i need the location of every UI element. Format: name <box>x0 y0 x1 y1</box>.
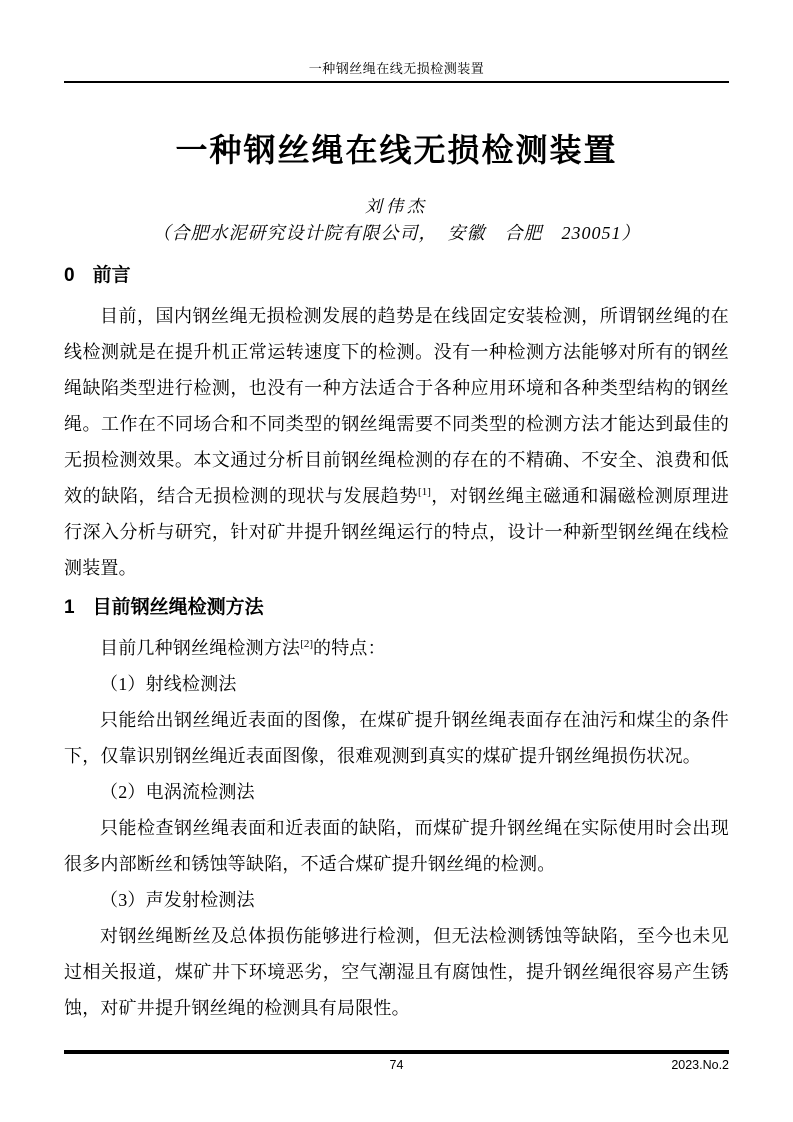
section-title: 前言 <box>92 265 131 286</box>
list-item-method-2-title: （2）电涡流检测法 <box>100 782 255 802</box>
footer-rule <box>64 1050 729 1054</box>
list-item-method-1-title: （1）射线检测法 <box>100 674 237 694</box>
paragraph-text: 目前几种钢丝绳检测方法 <box>100 638 301 658</box>
paragraph-text: 的特点： <box>313 638 386 658</box>
section-heading-1 <box>64 594 729 622</box>
document-body <box>64 0 729 1026</box>
section-number: 1 <box>64 597 75 618</box>
paragraph-intro <box>64 298 729 586</box>
list-item-method-3-title: （3）声发射检测法 <box>100 890 255 910</box>
section-number: 0 <box>64 265 75 286</box>
page-title: 一种钢丝绳在线无损检测装置 <box>175 132 618 168</box>
paragraph-method-2-detail: 只能检查钢丝绳表面和近表面的缺陷，而煤矿提升钢丝绳在实际使用时会出现很多内部断丝和锈蚀等缺陷，不适合煤矿提升钢丝绳的检测。 <box>64 818 729 874</box>
section-heading-0 <box>64 262 729 290</box>
author-affiliation: （合肥水泥研究设计院有限公司， 安徽 合肥 230051） <box>152 223 641 243</box>
citation-ref-1: [1] <box>418 486 431 498</box>
footer-issue-label: 2023.No.2 <box>671 1058 729 1072</box>
author-name: 刘伟杰 <box>365 197 428 216</box>
paragraph-method-1-detail: 只能给出钢丝绳近表面的图像，在煤矿提升钢丝绳表面存在油污和煤尘的条件下，仅靠识别钢丝绳近表面图像，很难观测到真实的煤矿提升钢丝绳损伤状况。 <box>64 710 729 766</box>
citation-ref-2: [2] <box>300 638 314 650</box>
paragraph-methods-lead <box>64 630 729 666</box>
footer-page-number: 74 <box>389 1058 404 1072</box>
section-title: 目前钢丝绳检测方法 <box>92 597 264 618</box>
paragraph-method-3-detail: 对钢丝绳断丝及总体损伤能够进行检测，但无法检测锈蚀等缺陷，至今也未见过相关报道，煤矿井下环境恶劣，空气潮湿且有腐蚀性，提升钢丝绳很容易产生锈蚀，对矿井提升钢丝绳的检测具有局限性。 <box>64 926 729 1018</box>
paragraph-text: 目前，国内钢丝绳无损检测发展的趋势是在线固定安装检测，所谓钢丝绳的在线检测就是在提升机正常运转速度下的检测。没有一种检测方法能够对所有的钢丝绳缺陷类型进行检测，也没有一种方法适合于各种应用环境和各种类型结构的钢丝绳。工作在不同场合和不同类型的钢丝绳需要不同类型的检测方法才能达到最佳的无损检测效果。本文通过分析目前钢丝绳检测的存在的不精确、不安全、浪费和低效的缺陷，结合无损检测的现状与发展趋势 <box>64 306 729 506</box>
running-header-text: 一种钢丝绳在线无损检测装置 <box>308 61 485 76</box>
paragraph-text: ，对钢丝绳主磁通和漏磁检测原理进行深入分析与研究，针对矿井提升钢丝绳运行的特点，设计一种新型钢丝绳在线检测装置。 <box>64 486 729 578</box>
